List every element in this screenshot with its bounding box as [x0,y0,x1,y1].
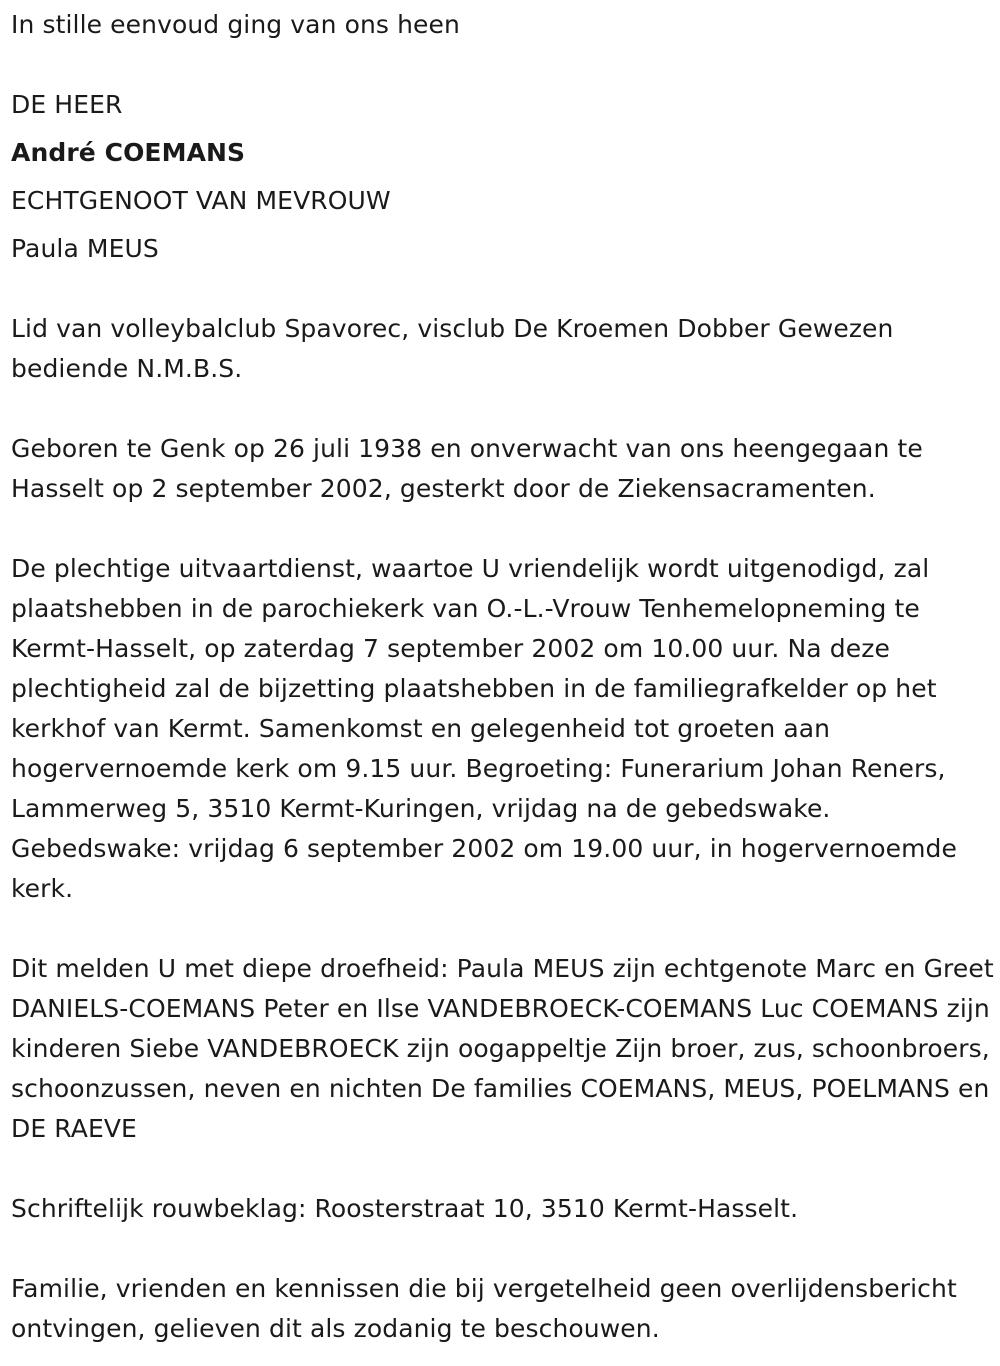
birth-death-paragraph: Geboren te Genk op 26 juli 1938 en onverwacht van ons heengegaan te Hasselt op 2 september 2002, gesterkt door de Ziekensacramenten. [11,434,923,503]
announcement-paragraph: Dit melden U met diepe droefheid: Paula MEUS zijn echtgenote Marc en Greet DANIELS-COEMANS Peter en Ilse VANDEBROECK-COEMANS Luc COEMANS zijn kinderen Siebe VANDEBROECK zijn oogappeltje Zijn broer, zus, schoonbroers, schoonzussen, neven en nichten De families COEMANS, MEUS, POELMANS en DE RAEVE [11,954,994,1143]
closing-paragraph: Familie, vrienden en kennissen die bij vergetelheid geen overlijdensbericht ontvingen, gelieven dit als zodanig te beschouwen. [11,1274,957,1343]
funeral-paragraph: De plechtige uitvaartdienst, waartoe U vriendelijk wordt uitgenodigd, zal plaatshebben in de parochiekerk van O.-L.-Vrouw Tenhemelopneming te Kermt-Hasselt, op zaterdag 7 september 2002 om 10.00 uur. Na deze plechtigheid zal de bijzetting plaatshebben in de familiegrafkelder op het kerkhof van Kermt. Samenkomst en gelegenheid tot groeten aan hogervernoemde kerk om 9.15 uur. Begroeting: Funerarium Johan Reners, Lammerweg 5, 3510 Kermt-Kuringen, vrijdag na de gebedswake. Gebedswake: vrijdag 6 september 2002 om 19.00 uur, in hogervernoemde kerk. [11,554,957,903]
intro-text: In stille eenvoud ging van ons heen [11,10,460,39]
spouse-name: Paula MEUS [11,234,159,263]
spouse-label: ECHTGENOOT VAN MEVROUW [11,186,391,215]
condolences-paragraph: Schriftelijk rouwbeklag: Roosterstraat 10, 3510 Kermt-Hasselt. [11,1194,799,1223]
deceased-name: André COEMANS [11,138,246,167]
membership-paragraph: Lid van volleybalclub Spavorec, visclub De Kroemen Dobber Gewezen bediende N.M.B.S. [11,314,894,383]
title-prefix: DE HEER [11,90,123,119]
